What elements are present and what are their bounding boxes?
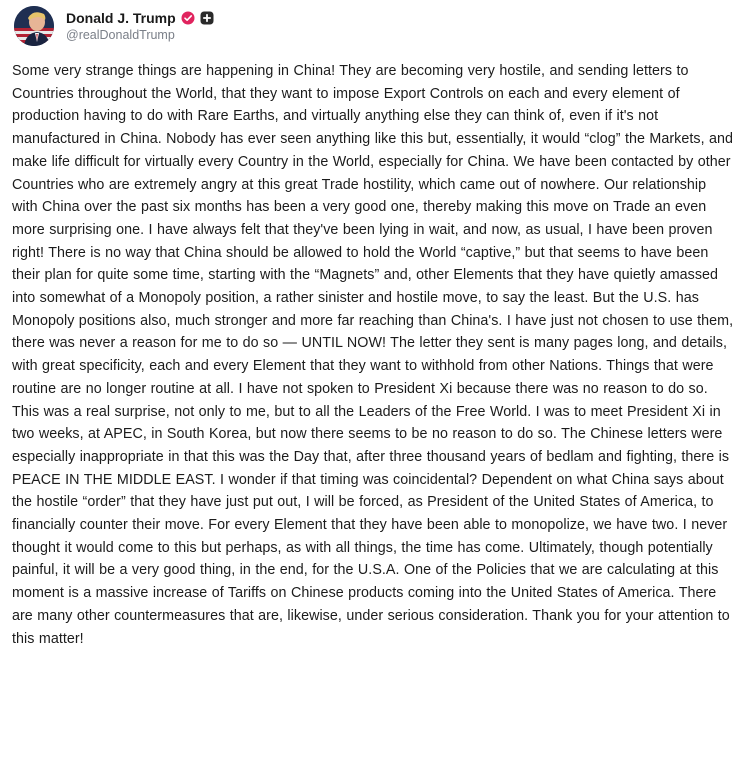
profile-photo-icon xyxy=(14,6,54,46)
post-body-text: Some very strange things are happening in China! They are becoming very hostile, and sending letters to Countries throughout the World, that they want to impose Export Controls on each and every element of production having to do with Rare Earths, and virtually anything else they can think of, even if it's not manufactured in China. Nobody has ever seen anything like this but, essentially, it would “clog” the Markets, and make life difficult for virtually every Country in the World, especially for China. We have been contacted by other Countries who are extremely angry at this great Trade hostility, which came out of nowhere. Our relationship with China over the past six months has been a very good one, thereby making this move on Trade an even more surprising one. I have always felt that they've been lying in wait, and now, as usual, I have been proven right! There is no way that China should be allowed to hold the World “captive,” but that seems to have been their plan for quite some time, starting with the “Magnets” and, other Elements that they have quietly amassed into somewhat of a Monopoly position, a rather sinister and hostile move, to say the least. But the U.S. has Monopoly positions also, much stronger and more far reaching than China's. I have just not chosen to use them, there was never a reason for me to do so — UNTIL NOW! The letter they sent is many pages long, and details, with great specificity, each and every Element that they want to withhold from other Nations. Things that were routine are no longer routine at all. I have not spoken to President Xi because there was no reason to do so. This was a real surprise, not only to me, but to all the Leaders of the Free World. I was to meet President Xi in two weeks, at APEC, in South Korea, but now there seems to be no reason to do so. The Chinese letters were especially inappropriate in that this was the Day that, after three thousand years of bedlam and fighting, there is PEACE IN THE MIDDLE EAST. I wonder if that timing was coincidental? Dependent on what China says about the hostile “order” that they have just put out, I will be forced, as President of the United States of America, to financially counter their move. For every Element that they have been able to monopolize, we have two. I never thought it would come to this but perhaps, as with all things, the time has come. Ultimately, though potentially painful, it will be a very good thing, in the end, for the U.S.A. One of the Policies that we are calculating at this moment is a massive increase of Tariffs on Chinese products coming into the United States of America. There are many other countermeasures that are, likewise, under serious consideration. Thank you for your attention to this matter! xyxy=(12,63,734,647)
author-display-name[interactable]: Donald J. Trump xyxy=(66,10,176,26)
verified-badge-icon xyxy=(181,11,195,25)
author-identity xyxy=(66,10,214,42)
author-handle[interactable]: @realDonaldTrump xyxy=(66,28,175,42)
author-avatar[interactable] xyxy=(14,6,54,46)
author-name-row xyxy=(66,10,214,26)
plus-badge-icon xyxy=(200,11,214,25)
post-header xyxy=(12,0,736,51)
